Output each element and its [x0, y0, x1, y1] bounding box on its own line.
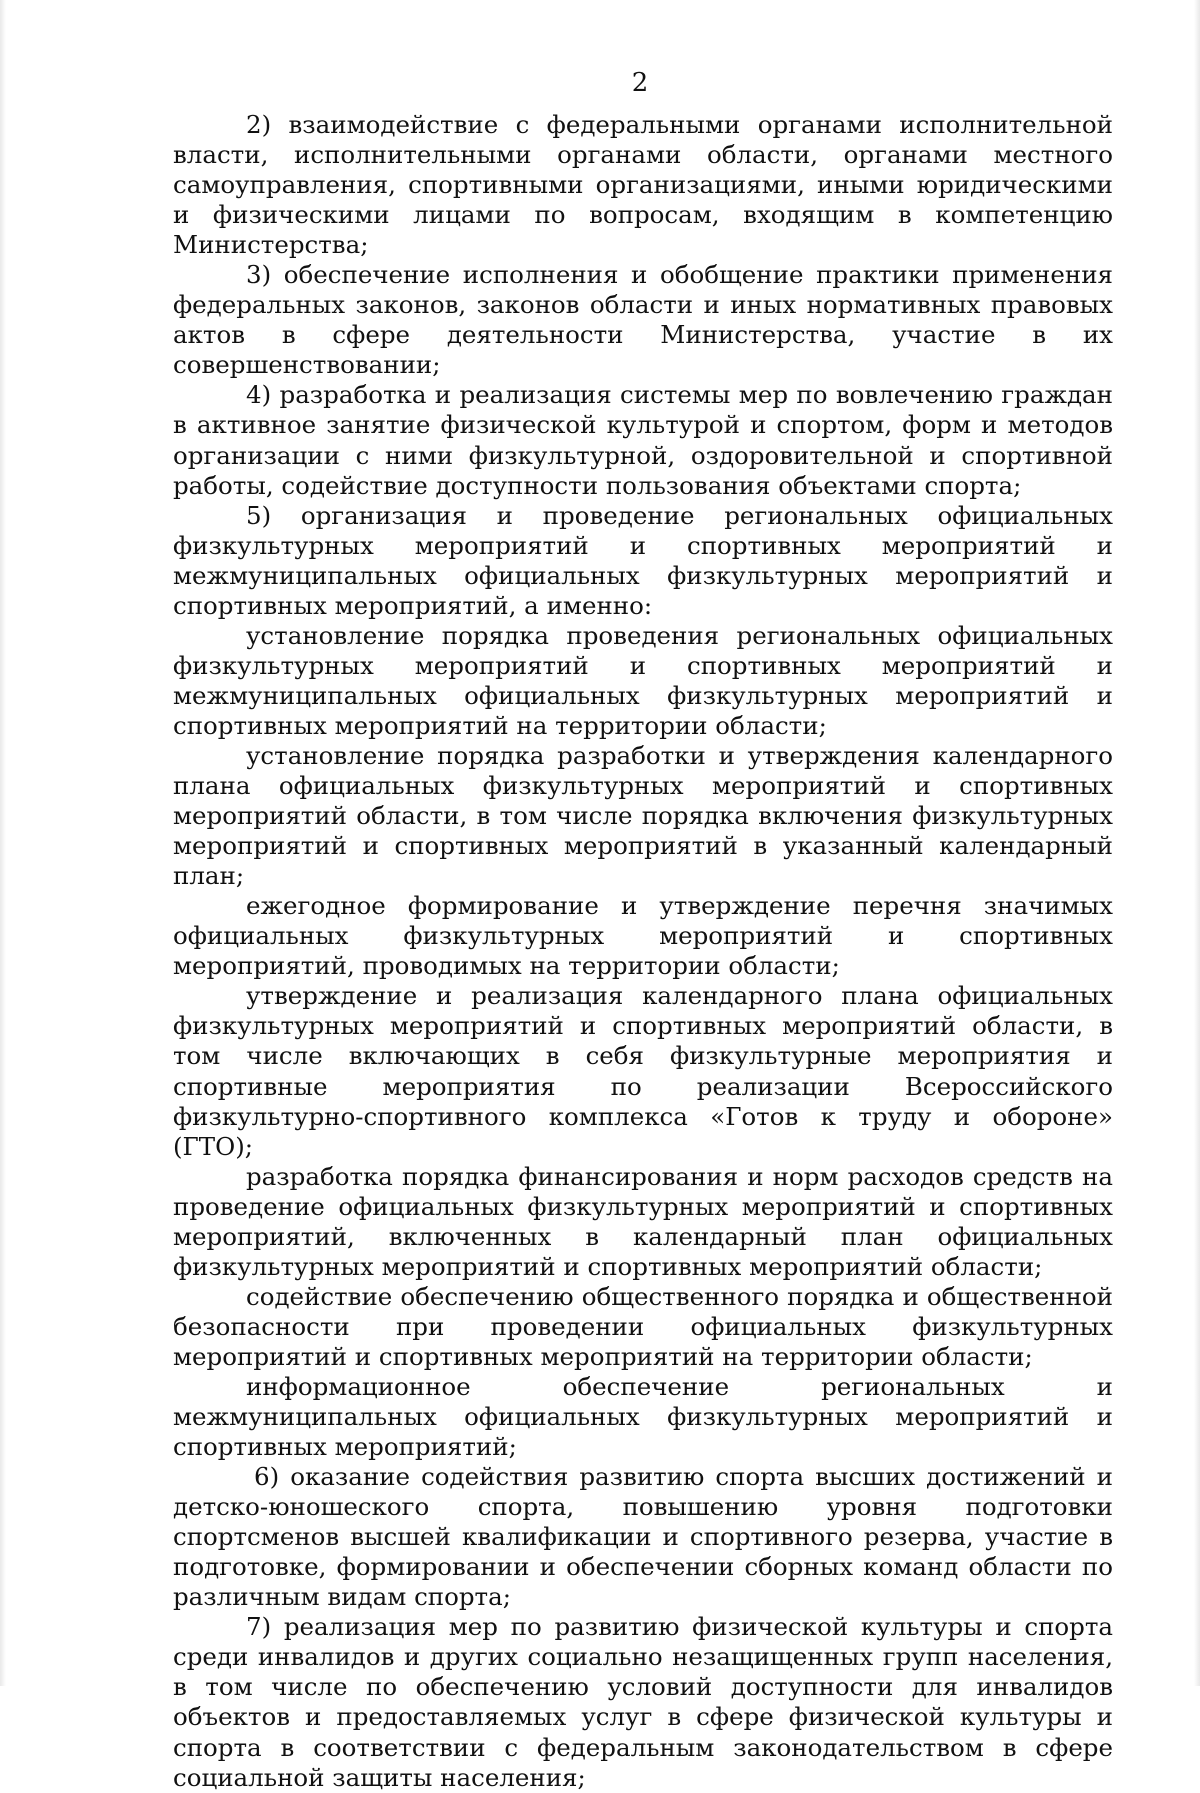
- document-body: [173, 110, 1113, 1793]
- paragraph-subitem-public-order: содействие обеспечению общественного порядка и общественной безопасности при проведении официальных физкультурных мероприятий и спортивных мероприятий на территории области;: [173, 1281, 1113, 1371]
- page-number: 2: [631, 68, 649, 98]
- paragraph-subitem-financing: разработка порядка финансирования и норм расходов средств на проведение официальных физкультурных мероприятий и спортивных мероприятий, включенных в календарный план официальных физкультурных мероприятий и спортивных мероприятий области;: [173, 1161, 1113, 1281]
- paragraph-item-5: 5) организация и проведение региональных официальных физкультурных мероприятий и спортивных мероприятий и межмуниципальных официальных физкультурных мероприятий и спортивных мероприятий, а именно:: [173, 500, 1113, 620]
- paragraph-subitem-annual-list: ежегодное формирование и утверждение перечня значимых официальных физкультурных мероприятий и спортивных мероприятий, проводимых на территории области;: [173, 891, 1113, 981]
- paragraph-subitem-calendar-plan-order: установление порядка разработки и утверждения календарного плана официальных физкультурных мероприятий и спортивных мероприятий области, в том числе порядка включения физкультурных мероприятий и спортивных мероприятий в указанный календарный план;: [173, 740, 1113, 891]
- paragraph-subitem-information: информационное обеспечение региональных и межмуниципальных официальных физкультурных мероприятий и спортивных мероприятий;: [173, 1371, 1113, 1462]
- paragraph-item-7: 7) реализация мер по развитию физической культуры и спорта среди инвалидов и других социально незащищенных групп населения, в том числе по обеспечению условий доступности для инвалидов объектов и предоставляемых услуг в сфере физической культуры и спорта в соответствии с федеральным законодательством в сфере социальной защиты населения;: [173, 1612, 1113, 1792]
- paragraph-item-6: 6) оказание содействия развитию спорта высших достижений и детско-юношеского спорта, повышению уровня подготовки спортсменов высшей квалификации и спортивного резерва, участие в подготовке, формировании и обеспечении сборных команд области по различным видам спорта;: [173, 1462, 1113, 1612]
- scan-edge-right: [1194, 0, 1200, 1686]
- paragraph-item-3: 3) обеспечение исполнения и обобщение практики применения федеральных законов, законов области и иных нормативных правовых актов в сфере деятельности Министерства, участие в их совершенствовании;: [173, 260, 1113, 380]
- paragraph-item-2: 2) взаимодействие с федеральными органами исполнительной власти, исполнительными органами области, органами местного самоуправления, спортивными организациями, иными юридическими и физическими лицами по вопросам, входящим в компетенцию Министерства;: [173, 110, 1113, 260]
- paragraph-subitem-calendar-plan-approval: утверждение и реализация календарного плана официальных физкультурных мероприятий и спортивных мероприятий области, в том числе включающих в себя физкультурные мероприятия и спортивные мероприятия по реализации Всероссийского физкультурно-спортивного комплекса «Готов к труду и обороне» (ГТО);: [173, 981, 1113, 1161]
- scan-edge-left: [0, 0, 6, 1686]
- paragraph-subitem-order-of-events: установление порядка проведения региональных официальных физкультурных мероприятий и спортивных мероприятий и межмуниципальных официальных физкультурных мероприятий и спортивных мероприятий на территории области;: [173, 620, 1113, 740]
- paragraph-item-4: 4) разработка и реализация системы мер по вовлечению граждан в активное занятие физической культурой и спортом, форм и методов организации с ними физкультурной, оздоровительной и спортивной работы, содействие доступности пользования объектами спорта;: [173, 380, 1113, 500]
